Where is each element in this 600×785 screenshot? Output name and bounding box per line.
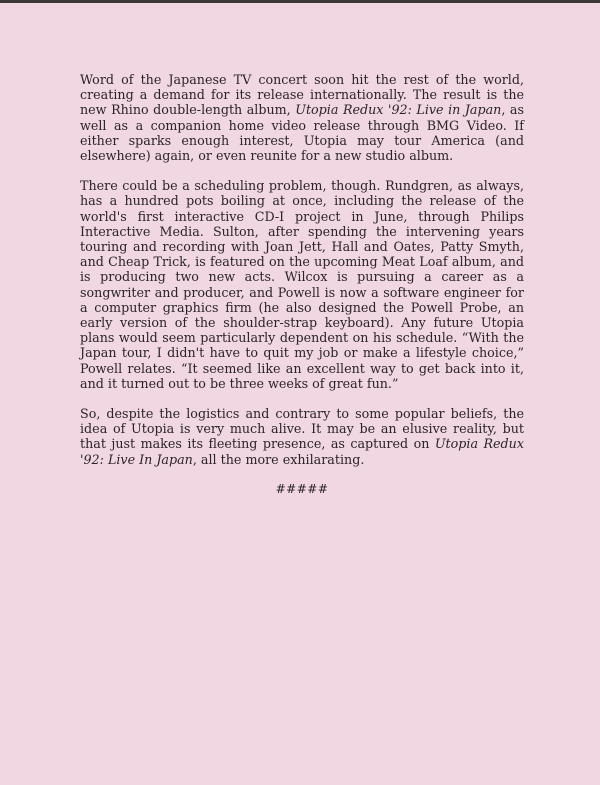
album-title-italic: Utopia Redux '92: Live in Japan xyxy=(295,102,502,118)
end-of-document-mark: ##### xyxy=(275,481,329,496)
paragraph-3-text-a: So, despite the logistics and contrary to some popular beliefs, the idea of Utopia is very much alive. It may be an elusive reality, but that just makes its fleeting presence, as captured on xyxy=(80,406,524,452)
paragraph-1 xyxy=(80,72,524,163)
paragraph-2 xyxy=(80,178,524,391)
paragraph-3 xyxy=(80,406,524,467)
paragraph-1-text-b: , as well as a companion home video release through BMG Video. If either sparks enough interest, Utopia may tour America (and elsewhere) again, or even reunite for a new studio album. xyxy=(80,102,524,164)
album-title-italic-2: Utopia Redux '92: Live In Japan xyxy=(80,436,524,467)
paragraph-2-text: There could be a scheduling problem, though. Rundgren, as always, has a hundred pots boiling at once, including the release of the world's first interactive CD-I project in June, through Philips Interactive Media. Sulton, after spending the intervening years touring and recording with Joan Jett, Hall and Oates, Patty Smyth, and Cheap Trick, is featured on the upcoming Meat Loaf album, and is producing two new acts. Wilcox is pursuing a career as a songwriter and producer, and Powell is now a software engineer for a computer graphics firm (he also designed the Powell Probe, an early version of the shoulder-strap keyboard). Any future Utopia plans would seem particularly dependent on his schedule. “With the Japan tour, I didn't have to quit my job or make a lifestyle choice,” Powell relates. “It seemed like an excellent way to get back into it, and it turned out to be three weeks of great fun.” xyxy=(80,178,524,391)
paragraph-1-text-a: Word of the Japanese TV concert soon hit the rest of the world, creating a demand for its release internationally. The result is the new Rhino double-length album, xyxy=(80,72,524,118)
document-body xyxy=(80,72,524,497)
paragraph-3-text-b: , all the more exhilarating. xyxy=(192,451,365,467)
page-top-edge xyxy=(0,0,600,3)
